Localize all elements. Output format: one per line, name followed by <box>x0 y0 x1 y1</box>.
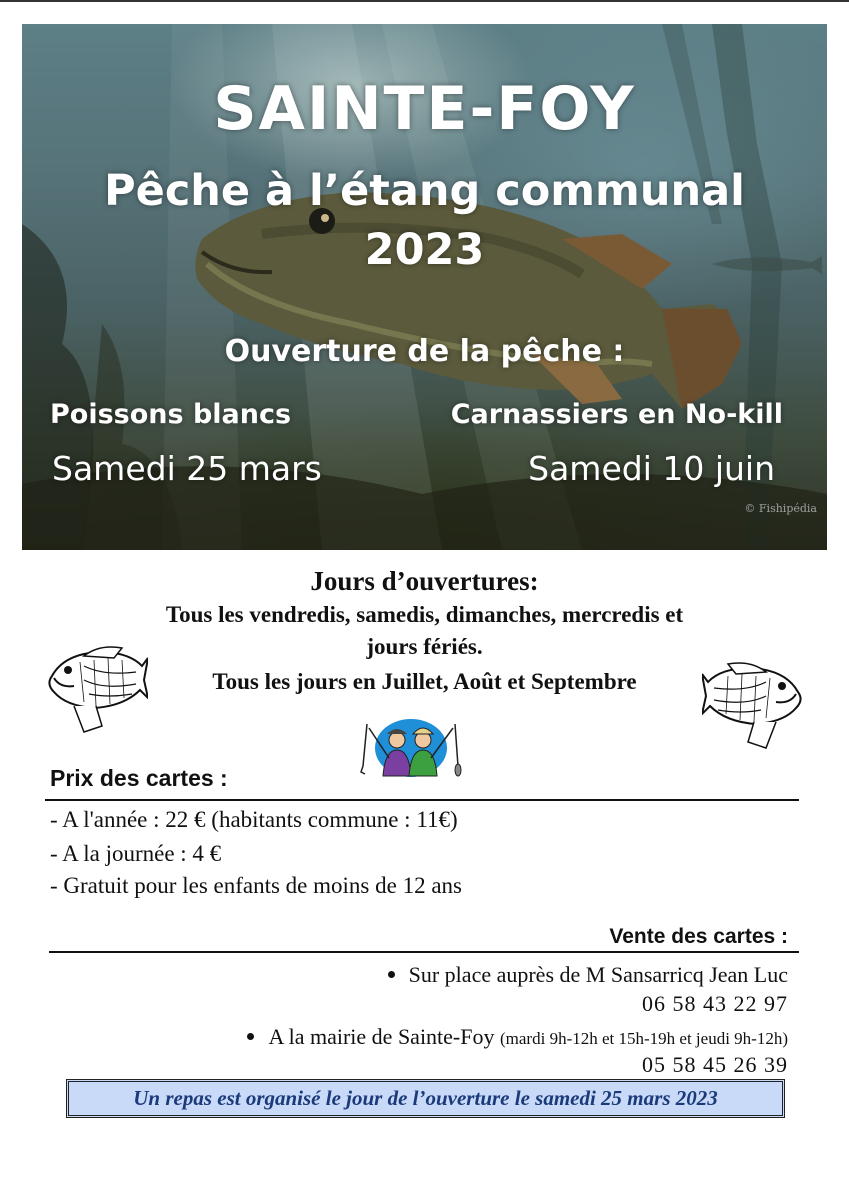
white-fish-label: Poissons blancs <box>50 399 292 430</box>
event-subtitle: Pêche à l’étang communal <box>104 166 745 216</box>
price-item: - A l'année : 22 € (habitants commune : 11€) <box>50 807 458 832</box>
sale-place <box>247 1024 788 1050</box>
opening-days-line: Tous les vendredis, samedis, dimanches, mercredis et <box>165 602 684 627</box>
opening-days-heading: Jours d’ouvertures: <box>310 566 539 596</box>
photo-credit: © Fishipédia <box>744 502 817 515</box>
sale-place-phone: 06 58 43 22 97 <box>642 991 788 1016</box>
top-border <box>0 0 849 2</box>
bass-fish-icon <box>702 652 806 752</box>
sale-place-hours: (mardi 9h-12h et 15h-19h et jeudi 9h-12h) <box>500 1029 788 1048</box>
predators-label: Carnassiers en No-kill <box>450 399 783 430</box>
hero-banner <box>22 24 827 550</box>
sale-heading: Vente des cartes : <box>609 925 788 948</box>
fishermen-icon <box>359 718 463 780</box>
bullet-icon <box>247 1033 254 1040</box>
price-item: - A la journée : 4 € <box>50 841 222 866</box>
sale-place-phone: 05 58 45 26 39 <box>642 1052 788 1077</box>
event-year: 2023 <box>364 225 485 275</box>
divider <box>49 951 799 953</box>
predators-date: Samedi 10 juin <box>528 449 775 488</box>
meal-announcement-text: Un repas est organisé le jour de l’ouverture le samedi 25 mars 2023 <box>133 1086 718 1110</box>
bass-fish-icon <box>44 636 148 736</box>
sale-place-label: Sur place auprès de M Sansarricq Jean Luc <box>408 962 788 987</box>
opening-days-line: jours fériés. <box>366 634 483 659</box>
prices-heading: Prix des cartes : <box>50 765 228 791</box>
sale-place-label: A la mairie de Sainte-Foy <box>268 1024 495 1049</box>
town-title: SAINTE-FOY <box>213 74 636 144</box>
bullet-icon <box>388 971 395 978</box>
opening-heading: Ouverture de la pêche : <box>224 334 625 369</box>
sale-place <box>388 962 788 988</box>
meal-announcement <box>66 1079 785 1118</box>
divider <box>45 799 799 801</box>
white-fish-date: Samedi 25 mars <box>52 449 322 488</box>
opening-days-line: Tous les jours en Juillet, Août et Septembre <box>212 669 637 694</box>
price-item: - Gratuit pour les enfants de moins de 12 ans <box>50 873 462 898</box>
